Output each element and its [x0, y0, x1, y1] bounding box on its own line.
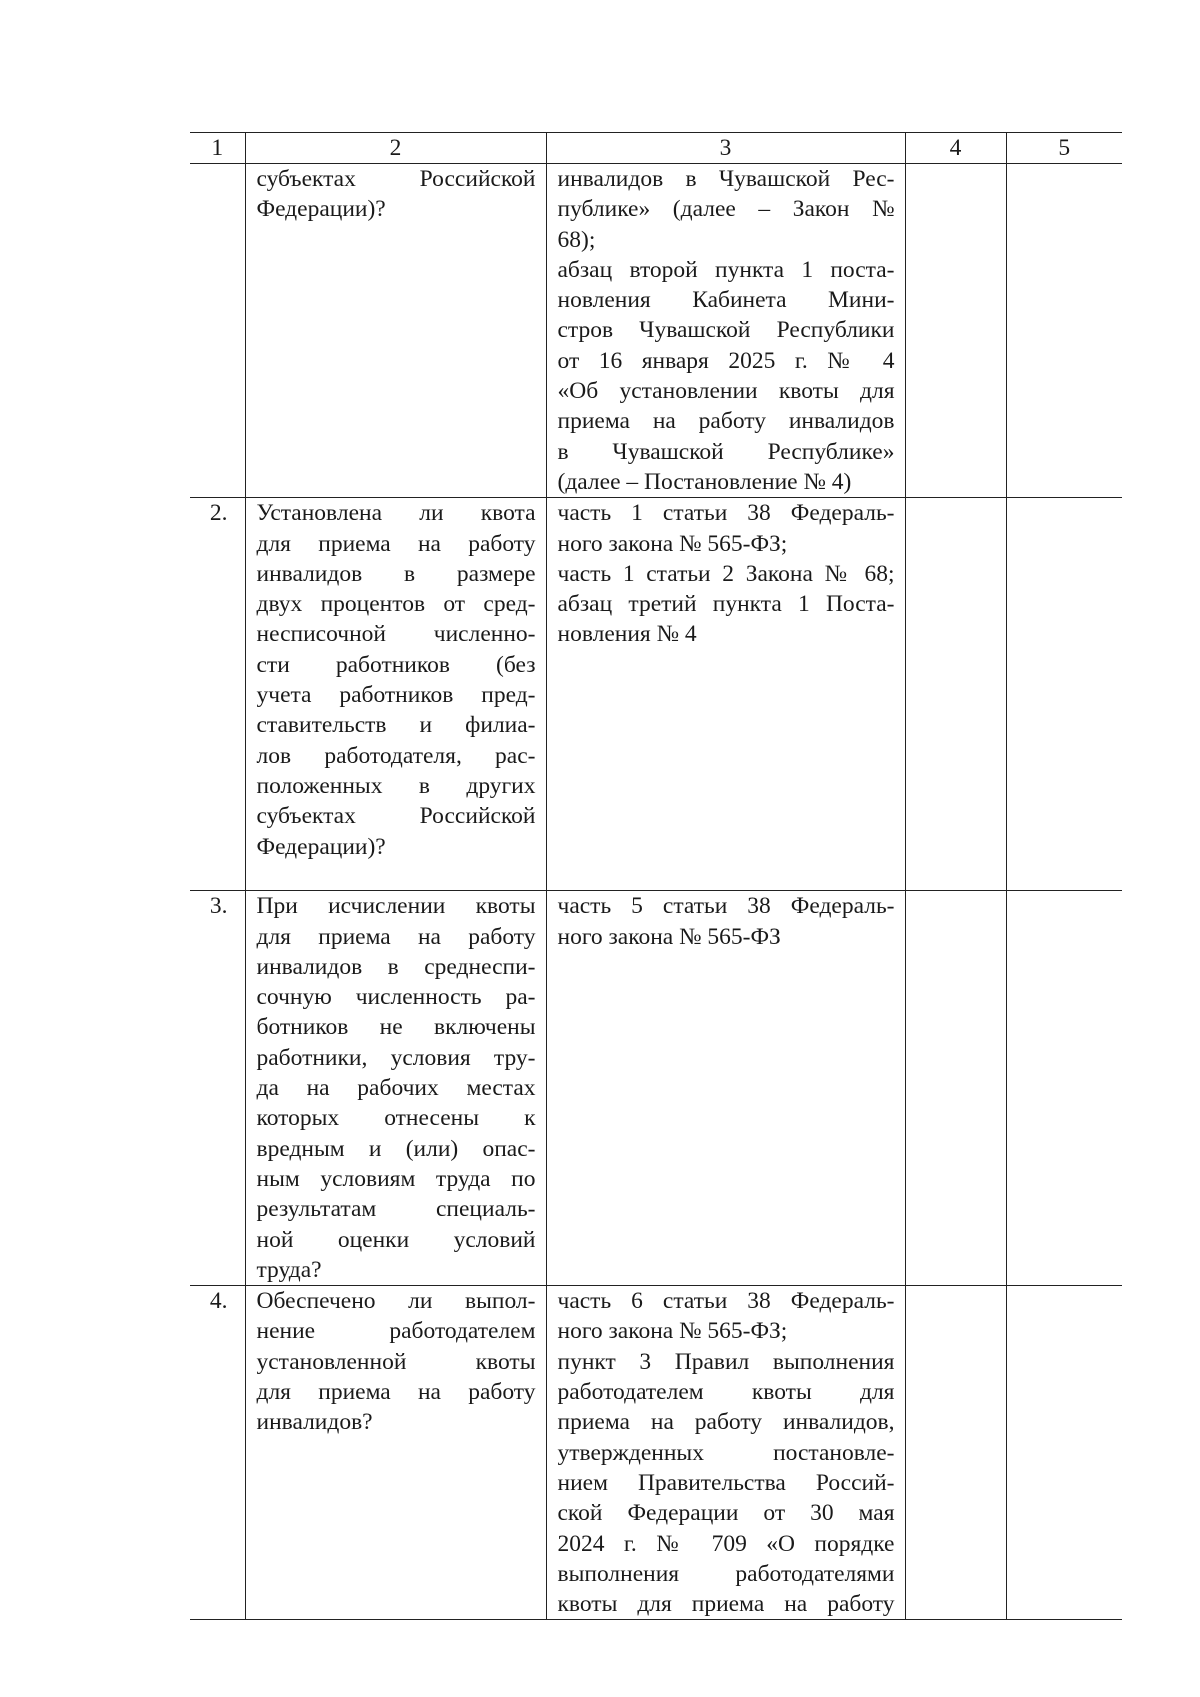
text-line: пункт 3 Правил выполнения: [557, 1348, 895, 1375]
text-line: нием Правительства Россий-: [557, 1469, 895, 1496]
text-line: ной оценки условий: [256, 1226, 536, 1253]
text-line: инвалидов в среднеспи-: [256, 953, 536, 980]
text-line: результатам специаль-: [256, 1196, 536, 1223]
text-line: установленной квоты: [256, 1348, 536, 1375]
text-line: часть 1 статьи 38 Федераль-: [557, 500, 895, 527]
text-line: которых отнесены к: [256, 1105, 536, 1132]
text-line: вредным и (или) опас-: [256, 1135, 536, 1162]
legal-basis-text: [546, 891, 905, 1286]
text-line: новления № 4: [557, 621, 697, 648]
text-line: квоты для приема на работу: [557, 1591, 895, 1618]
legal-basis-text: [546, 164, 905, 498]
text-line: двух процентов от сред-: [256, 591, 536, 618]
row-number: [190, 164, 245, 498]
text-line: приема на работу инвалидов,: [557, 1409, 895, 1436]
header-col-5: 5: [1006, 133, 1122, 164]
question-text: [245, 1286, 546, 1620]
note-cell: [1006, 164, 1122, 498]
answer-cell: [905, 1286, 1006, 1620]
text-line: Обеспечено ли выпол-: [256, 1288, 536, 1315]
text-line: для приема на работу: [256, 530, 536, 557]
text-line: да на рабочих местах: [256, 1075, 536, 1102]
text-line: ставительств и филиа-: [256, 712, 536, 739]
answer-cell: [905, 891, 1006, 1286]
text-line: (далее – Постановление № 4): [557, 468, 852, 495]
text-line: субъектах Российской: [256, 803, 536, 830]
question-text: [245, 498, 546, 891]
note-cell: [1006, 498, 1122, 891]
text-line: работодателем квоты для: [557, 1379, 895, 1406]
table-row: [190, 1286, 1122, 1620]
text-line: учета работников пред-: [256, 682, 536, 709]
text-line: ным условиям труда по: [256, 1165, 536, 1192]
text-line: ного закона № 565-ФЗ;: [557, 1318, 788, 1345]
row-number: 3.: [190, 891, 245, 1286]
header-col-2: 2: [245, 133, 546, 164]
text-line: работники, условия тру-: [256, 1044, 536, 1071]
question-text: [245, 164, 546, 498]
text-line: новления Кабинета Мини-: [557, 287, 895, 314]
text-line: от 16 января 2025 г. № 4: [557, 347, 895, 374]
text-line: в Чувашской Республике»: [557, 438, 895, 465]
text-line: инвалидов?: [256, 1409, 373, 1436]
text-line: часть 6 статьи 38 Федераль-: [557, 1288, 895, 1315]
text-line: субъектах Российской: [256, 166, 536, 192]
note-cell: [1006, 1286, 1122, 1620]
text-line: выполнения работодателями: [557, 1560, 895, 1587]
table-row: [190, 891, 1122, 1286]
text-line: лов работодателя, рас-: [256, 742, 536, 769]
text-line: ного закона № 565-ФЗ;: [557, 530, 788, 557]
text-line: утвержденных постановле-: [557, 1439, 895, 1466]
row-number: 4.: [190, 1286, 245, 1620]
table-row: [190, 498, 1122, 891]
text-line: При исчислении квоты: [256, 893, 536, 920]
text-line: Установлена ли квота: [256, 500, 536, 527]
text-line: ботников не включены: [256, 1014, 536, 1041]
question-text: [245, 891, 546, 1286]
text-line: стров Чувашской Республики: [557, 317, 895, 344]
text-line: положенных в других: [256, 772, 536, 799]
legal-basis-text: [546, 1286, 905, 1620]
text-line: часть 5 статьи 38 Федераль-: [557, 893, 895, 920]
text-line: Федерации)?: [256, 833, 386, 860]
text-line: абзац второй пункта 1 поста-: [557, 256, 895, 283]
header-col-4: 4: [905, 133, 1006, 164]
header-col-3: 3: [546, 133, 905, 164]
legal-basis-text: [546, 498, 905, 891]
header-col-1: 1: [190, 133, 245, 164]
text-line: сочную численность ра-: [256, 984, 536, 1011]
text-line: труда?: [256, 1256, 322, 1283]
table-row: [190, 164, 1122, 498]
text-line: абзац третий пункта 1 Поста-: [557, 591, 895, 618]
note-cell: [1006, 891, 1122, 1286]
text-line: нение работодателем: [256, 1318, 536, 1345]
text-line: сти работников (без: [256, 651, 536, 678]
text-line: приема на работу инвалидов: [557, 408, 895, 435]
text-line: часть 1 статьи 2 Закона № 68;: [557, 560, 895, 587]
text-line: для приема на работу: [256, 1379, 536, 1406]
text-line: для приема на работу: [256, 923, 536, 950]
checklist-table: [190, 132, 1122, 1620]
answer-cell: [905, 164, 1006, 498]
text-line: несписочной численно-: [256, 621, 536, 648]
text-line: ного закона № 565-ФЗ: [557, 923, 781, 950]
text-line: Федерации)?: [256, 196, 386, 223]
text-line: ской Федерации от 30 мая: [557, 1500, 895, 1527]
text-line: «Об установлении квоты для: [557, 378, 895, 405]
text-line: публике» (далее – Закон №: [557, 196, 895, 223]
text-line: инвалидов в размере: [256, 560, 536, 587]
text-line: 2024 г. № 709 «О порядке: [557, 1530, 895, 1557]
text-line: 68);: [557, 226, 596, 253]
text-line: инвалидов в Чувашской Рес-: [557, 166, 895, 192]
row-number: 2.: [190, 498, 245, 891]
answer-cell: [905, 498, 1006, 891]
header-row: [190, 133, 1122, 164]
